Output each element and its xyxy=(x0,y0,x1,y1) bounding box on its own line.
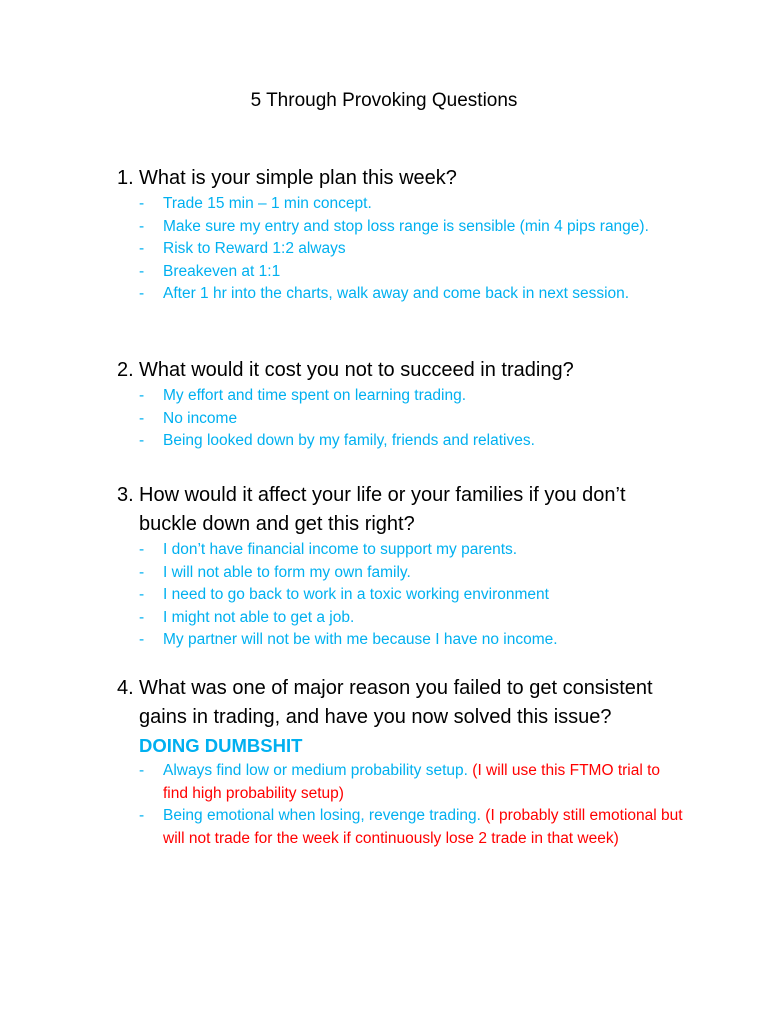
answer-text: Risk to Reward 1:2 always xyxy=(163,240,346,257)
list-item xyxy=(117,539,687,562)
list-item xyxy=(117,629,687,652)
answer-text: Trade 15 min – 1 min concept. xyxy=(163,195,372,212)
question-4 xyxy=(117,674,687,850)
question-text xyxy=(117,164,687,193)
list-item xyxy=(117,430,687,453)
answer-headline: DOING DUMBSHIT xyxy=(139,735,303,756)
list-item xyxy=(117,584,687,607)
dash-bullet: - xyxy=(139,586,145,603)
question-number: 3. xyxy=(117,484,134,506)
answer-text: My partner will not be with me because I have no income. xyxy=(163,631,558,648)
answer-text: I need to go back to work in a toxic working environment xyxy=(163,586,549,603)
list-item xyxy=(117,385,687,408)
question-label: What was one of major reason you failed to get consistent gains in trading, and have you now solved this issue? xyxy=(139,677,653,728)
list-item xyxy=(117,562,687,585)
question-number: 1. xyxy=(117,167,134,189)
list-item xyxy=(117,607,687,630)
answer-note: (I probably still emotional but will not trade for the week if continuously lose 2 trade in that week) xyxy=(163,807,683,847)
question-text xyxy=(117,674,687,732)
dash-bullet: - xyxy=(139,285,145,302)
answer-text: After 1 hr into the charts, walk away and come back in next session. xyxy=(163,285,630,302)
dash-bullet: - xyxy=(139,409,145,427)
list-item xyxy=(117,238,687,261)
list-item xyxy=(117,408,687,431)
answer-text: I might not able to get a job. xyxy=(163,608,355,626)
dash-bullet: - xyxy=(139,541,145,558)
question-label: How would it affect your life or your families if you don’t buckle down and get this right? xyxy=(139,484,626,535)
answer-text: Always find low or medium probability setup. xyxy=(163,762,468,779)
question-text xyxy=(117,481,687,539)
dash-bullet: - xyxy=(139,387,145,404)
answer-list xyxy=(117,760,687,850)
answer-text: Being looked down by my family, friends and relatives. xyxy=(163,432,535,449)
question-label: What would it cost you not to succeed in trading? xyxy=(139,359,574,381)
answer-list xyxy=(117,385,687,453)
list-item xyxy=(117,216,687,239)
dash-bullet: - xyxy=(139,762,145,779)
list-item xyxy=(117,760,687,805)
question-1 xyxy=(117,164,687,306)
list-item xyxy=(117,283,687,306)
dash-bullet: - xyxy=(139,195,145,212)
question-3 xyxy=(117,481,687,652)
document-title: 5 Through Provoking Questions xyxy=(250,90,518,111)
answer-text: Breakeven at 1:1 xyxy=(163,262,281,280)
question-number: 2. xyxy=(117,359,134,381)
dash-bullet: - xyxy=(139,217,145,235)
answer-text: Being emotional when losing, revenge trading. xyxy=(163,807,481,824)
dash-bullet: - xyxy=(139,631,145,648)
dash-bullet: - xyxy=(139,807,145,824)
question-number: 4. xyxy=(117,677,134,699)
question-label: What is your simple plan this week? xyxy=(139,167,457,189)
dash-bullet: - xyxy=(139,240,145,257)
answer-text: I don’t have financial income to support my parents. xyxy=(163,541,518,558)
answer-text: My effort and time spent on learning trading. xyxy=(163,387,466,404)
dash-bullet: - xyxy=(139,608,145,626)
list-item xyxy=(117,193,687,216)
list-item xyxy=(117,261,687,284)
question-2 xyxy=(117,356,687,453)
dash-bullet: - xyxy=(139,432,145,449)
question-text xyxy=(117,356,687,385)
answer-list xyxy=(117,193,687,306)
list-item xyxy=(117,805,687,850)
answer-note: (I will use this FTMO trial to find high probability setup) xyxy=(163,762,661,802)
answer-text: No income xyxy=(163,409,238,427)
answer-text: I will not able to form my own family. xyxy=(163,563,411,581)
dash-bullet: - xyxy=(139,563,145,581)
answer-list xyxy=(117,539,687,652)
dash-bullet: - xyxy=(139,262,145,280)
answer-text: Make sure my entry and stop loss range is sensible (min 4 pips range). xyxy=(163,217,649,235)
